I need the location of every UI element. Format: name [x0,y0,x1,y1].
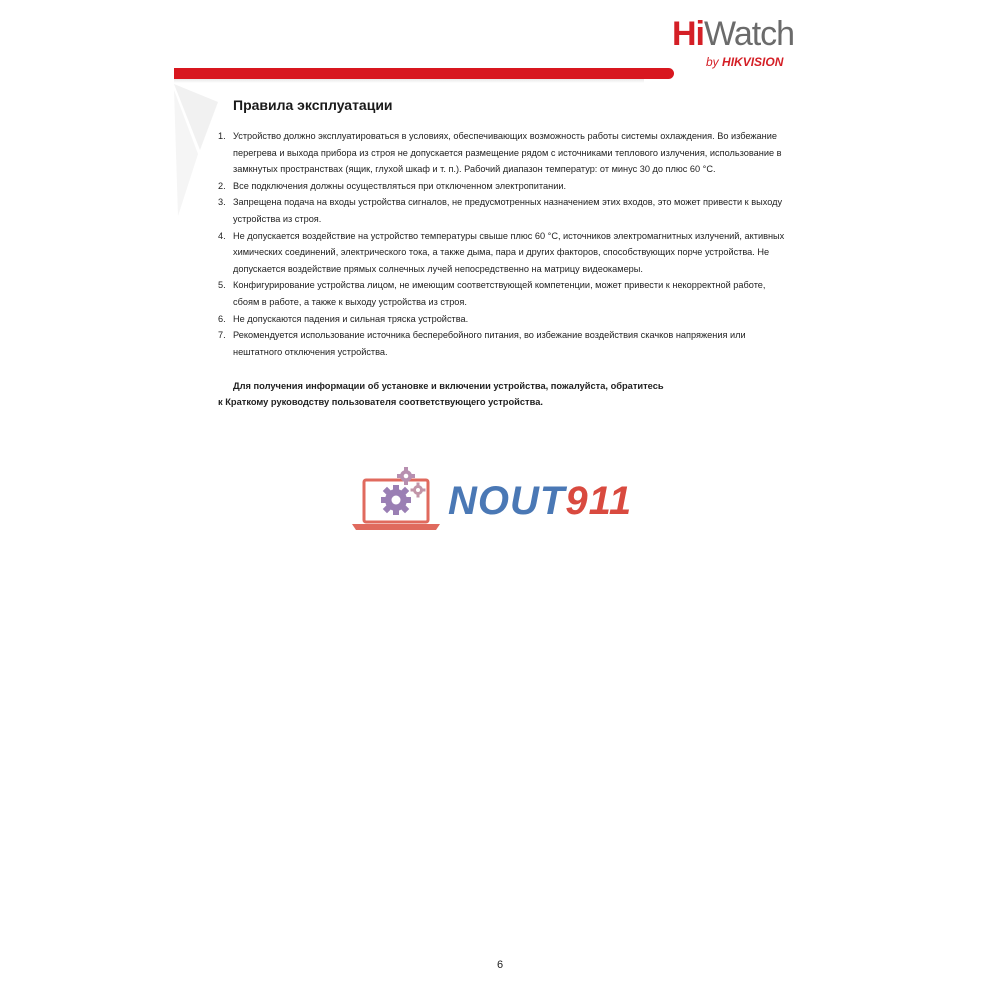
rule-text: Конфигурирование устройства лицом, не имеющим соответствующей компетенции, может привести к некорректной работе, сбоям в работе, а также к выходу устройства из строя. [233,280,766,307]
laptop-gears-icon [348,466,440,534]
rule-text: Не допускается воздействие на устройство температуры свыше плюс 60 °C, источников электромагнитных излучений, активных химических соединений, электрического тока, а также дыма, пара и других факторов, способствующих порче устройства. Не допускается воздействие прямых солнечных лучей непосредственно на матрицу видеокамеры. [233,230,785,274]
rule-text: Запрещена подача на входы устройства сигналов, не предусмотренных назначением этих входов, это может привести к выходу устройства из строя. [233,197,783,224]
page-number: 6 [496,959,504,971]
rule-number: 3. [218,197,226,208]
rule-item [218,327,788,360]
rule-item [218,228,788,278]
main-content [218,96,788,410]
header-bar-shadow [174,79,644,83]
brand-by: by [706,55,719,69]
brand-hi: Hi [672,15,704,53]
rule-item [218,311,788,328]
rule-text: Рекомендуется использование источника бесперебойного питания, во избежание воздействия скачков напряжения или нештатного отключения устройства. [233,330,746,357]
rule-text: Не допускаются падения и сильная тряска устройства. [233,313,469,324]
rule-number: 5. [218,280,226,291]
rule-number: 4. [218,230,226,241]
nout-wordmark-number: 911 [565,479,633,523]
reference-note [218,378,788,410]
note-line-2: к Краткому руководству пользователя соответствующего устройства. [218,397,543,408]
rule-number: 6. [218,313,226,324]
hiwatch-logo [672,14,812,70]
hiwatch-wordmark [672,14,794,54]
page-title: Правила эксплуатации [233,97,393,113]
rule-text: Устройство должно эксплуатироваться в условиях, обеспечивающих возможность работы системы охлаждения. Во избежание перегрева и выхода прибора из строя не допускается размещение рядом с источниками теплового излучения, использование в замкнутых пространствах (ящик, глухой шкаф и т. п.). Рабочий диапазон температур: от минус 30 до плюс 60 °C. [233,131,782,175]
rule-number: 7. [218,330,226,341]
brand-watch: Watch [704,15,795,53]
brand-hikvision: HIKVISION [722,55,784,69]
rule-item [218,178,788,195]
header-red-bar [174,68,674,79]
nout-wordmark-part: NOUT [448,479,566,523]
rule-item [218,128,788,178]
nout911-wordmark [448,478,632,524]
rule-number: 1. [218,131,226,141]
note-line-1: Для получения информации об установке и включении устройства, пожалуйста, обратитесь [233,381,664,392]
rule-number: 2. [218,180,226,191]
rule-item [218,277,788,310]
rule-text: Все подключения должны осуществляться при отключенном электропитании. [233,180,567,191]
nout911-watermark-logo [348,466,658,534]
rule-item [218,194,788,227]
by-hikvision [706,54,783,70]
rules-list [218,128,788,360]
